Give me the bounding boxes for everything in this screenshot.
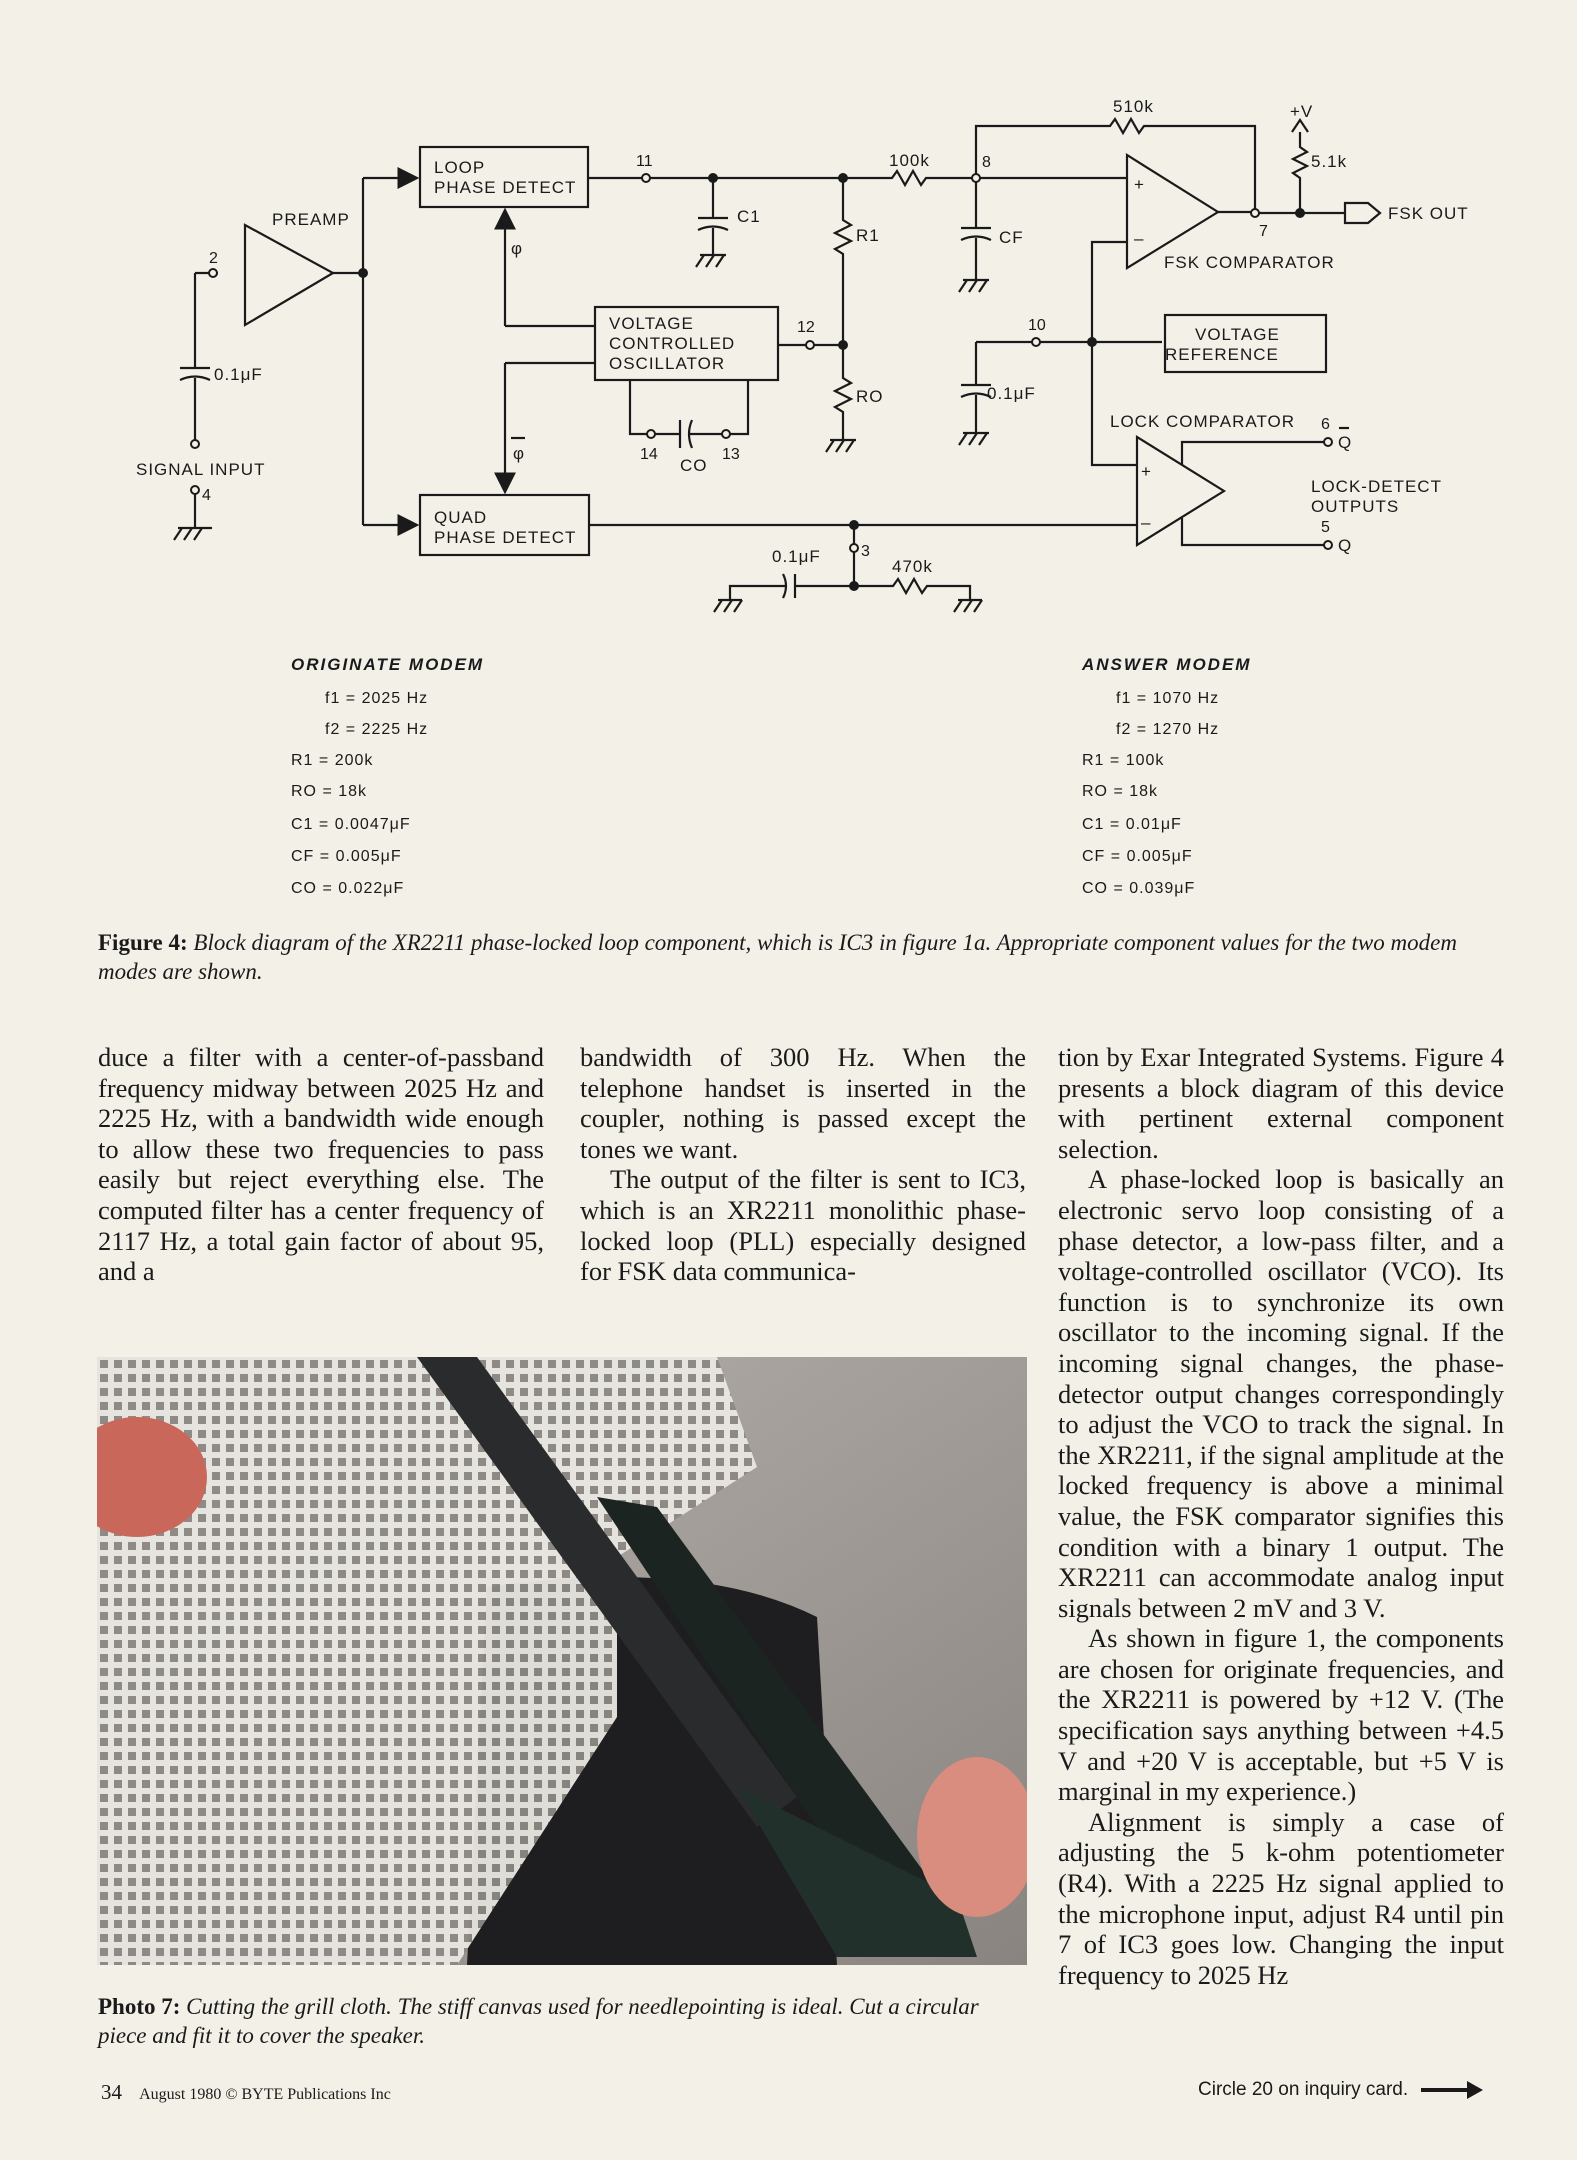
text-column-1 [98,1042,544,1287]
photo-caption-text: Cutting the grill cloth. The stiff canvas used for needlepointing is ideal. Cut a circular piece and fit it to cover the speaker. [98,1994,979,2048]
originate-title: ORIGINATE MODEM [291,655,485,674]
answer-table [1081,655,1251,897]
vco-line3: OSCILLATOR [609,354,726,373]
originate-table [291,655,484,897]
lock-comparator-label: LOCK COMPARATOR [1110,412,1296,431]
originate-value: f1 = 2025 Hz [325,690,429,707]
fsk-comp-plus: + [1134,175,1145,194]
paragraph: The output of the filter is sent to IC3, which is an XR2211 monolithic phase-locked loop (PLL) especially designed for FSK data communica- [580,1164,1026,1287]
photo-grill-cloth [97,1357,1027,1965]
text-column-3 [1058,1042,1504,1990]
phi-label: φ [511,239,524,258]
pin-7: 7 [1259,223,1268,240]
footer-left [101,2080,391,2105]
c1-label: C1 [737,207,761,226]
answer-value: RO = 18k [1082,783,1159,800]
vco-line1: VOLTAGE [609,314,694,333]
r-5k1-label: 5.1k [1311,152,1348,171]
fsk-comp-minus: – [1134,229,1145,248]
paragraph: Alignment is simply a case of adjusting the 5 k-ohm potentiometer (R4). With a 2225 Hz signal applied to the microphone input, adjust R4 until pin 7 of IC3 goes low. Changing the input frequency to 2025 Hz [1058,1806,1504,1990]
originate-value: f2 = 2225 Hz [325,721,429,738]
c1-capacitor [696,178,728,267]
page-number: 34 [101,2080,122,2104]
photo-caption-label: Photo 7: [98,1994,181,2019]
publication-line: August 1980 © BYTE Publications Inc [139,2086,391,2103]
pin3-cap-label: 0.1μF [772,547,821,566]
pin-11: 11 [636,153,653,170]
input-capacitor [180,269,218,448]
cf-label: CF [999,228,1024,247]
photo-caption [98,1992,1028,2050]
originate-value: C1 = 0.0047μF [291,816,411,833]
vco-line2: CONTROLLED [609,334,736,353]
pin-10: 10 [1028,317,1046,334]
originate-value: RO = 18k [291,783,368,800]
originate-value: CF = 0.005μF [291,848,402,865]
lock-comp-minus: – [1141,513,1152,532]
pin-13: 13 [722,446,740,463]
paragraph: A phase-locked loop is basically an electronic servo loop consisting of a phase detector, a low-pass filter, and a voltage-controlled oscillator (VCO). Its function is to synchronize its own oscillator to the incoming signal. If the incoming signal changes, the phase-detector output changes correspondingly to adjust the VCO to track the signal. In the XR2211, if the signal amplitude at the locked frequency is above a minimal value, the FSK comparator signifies this condition with a binary 1 output. The XR2211 can accommodate analog input signals between 2 mV and 3 V. [1058,1164,1504,1623]
pin-4: 4 [202,487,211,504]
answer-value: CO = 0.039μF [1082,880,1196,897]
input-cap-label: 0.1μF [214,365,263,384]
q-label: Q [1338,536,1353,555]
lock-comp-plus: + [1141,462,1152,481]
vref-line2: REFERENCE [1165,345,1279,364]
answer-value: f1 = 1070 Hz [1116,690,1220,707]
pin-5: 5 [1321,519,1330,536]
paragraph: As shown in figure 1, the components are chosen for originate frequencies, and the XR2211 is powered by +12 V. (The specification says anything between +4.5 V and +20 V is acceptable, but +5 V is marginal in my experience.) [1058,1623,1504,1807]
r1-resistor [835,178,851,345]
quad-line1: QUAD [434,508,488,527]
co-label: CO [680,456,708,475]
q-bar-label: Q [1338,433,1353,452]
r-470k-label: 470k [892,557,933,576]
signal-input-label: SIGNAL INPUT [136,460,266,479]
answer-value: f2 = 1270 Hz [1116,721,1220,738]
schematic-figure-4 [0,0,1577,900]
fsk-comparator-label: FSK COMPARATOR [1164,253,1335,272]
cf-capacitor [959,182,991,292]
paragraph: tion by Exar Integrated Systems. Figure 4 presents a block diagram of this device with pertinent external component selection. [1058,1042,1504,1164]
preamp-label: PREAMP [272,210,350,229]
loop-phase-detect-line1: LOOP [434,158,486,177]
arrow-right-icon [1421,2079,1483,2101]
inquiry-text: Circle 20 on inquiry card. [1198,2079,1409,2101]
r-510k-label: 510k [1113,97,1154,116]
vref-line1: VOLTAGE [1195,325,1280,344]
lock-detect-line1: LOCK-DETECT [1311,477,1442,496]
quad-line2: PHASE DETECT [434,528,577,547]
pin-3: 3 [861,543,870,560]
ro-resistor [826,345,856,452]
pin-14: 14 [640,446,658,463]
answer-title: ANSWER MODEM [1082,655,1252,674]
plus-v-label: +V [1290,102,1314,121]
lock-detect-line2: OUTPUTS [1311,497,1400,516]
phi-bar-label: φ [513,444,526,463]
paragraph: duce a filter with a center-of-passband frequency midway between 2025 Hz and 2225 Hz, with a bandwidth wide enough to allow these two frequencies to pass easily but reject everything else. The computed filter has a center frequency of 2117 Hz, a total gain factor of about 95, and a [98,1042,544,1287]
text-column-2 [580,1042,1026,1287]
r-100k-label: 100k [889,151,930,170]
loop-phase-detect-block [420,147,588,207]
preamp-triangle [245,225,333,325]
paragraph: bandwidth of 300 Hz. When the telephone handset is inserted in the coupler, nothing is passed except the tones we want. [580,1042,1026,1164]
figure-caption-label: Figure 4: [98,930,188,955]
loop-phase-detect-line2: PHASE DETECT [434,178,577,197]
fsk-out-label: FSK OUT [1388,204,1469,223]
footer-right [1198,2079,1483,2101]
answer-value: R1 = 100k [1082,752,1165,769]
figure-caption-text: Block diagram of the XR2211 phase-locked loop component, which is IC3 in figure 1a. Appropriate component values for the two modem modes are shown. [98,930,1457,984]
pin-2: 2 [209,250,218,267]
pin-6: 6 [1321,416,1330,433]
answer-value: CF = 0.005μF [1082,848,1193,865]
originate-value: R1 = 200k [291,752,374,769]
r1-label: R1 [856,226,880,245]
answer-value: C1 = 0.01μF [1082,816,1182,833]
pin-8: 8 [982,154,991,171]
pin10-cap-label: 0.1μF [987,384,1036,403]
pin-12: 12 [797,319,815,336]
originate-value: CO = 0.022μF [291,880,405,897]
ro-label: RO [856,387,884,406]
fsk-comparator-triangle [1127,155,1218,268]
figure-caption [98,928,1510,986]
